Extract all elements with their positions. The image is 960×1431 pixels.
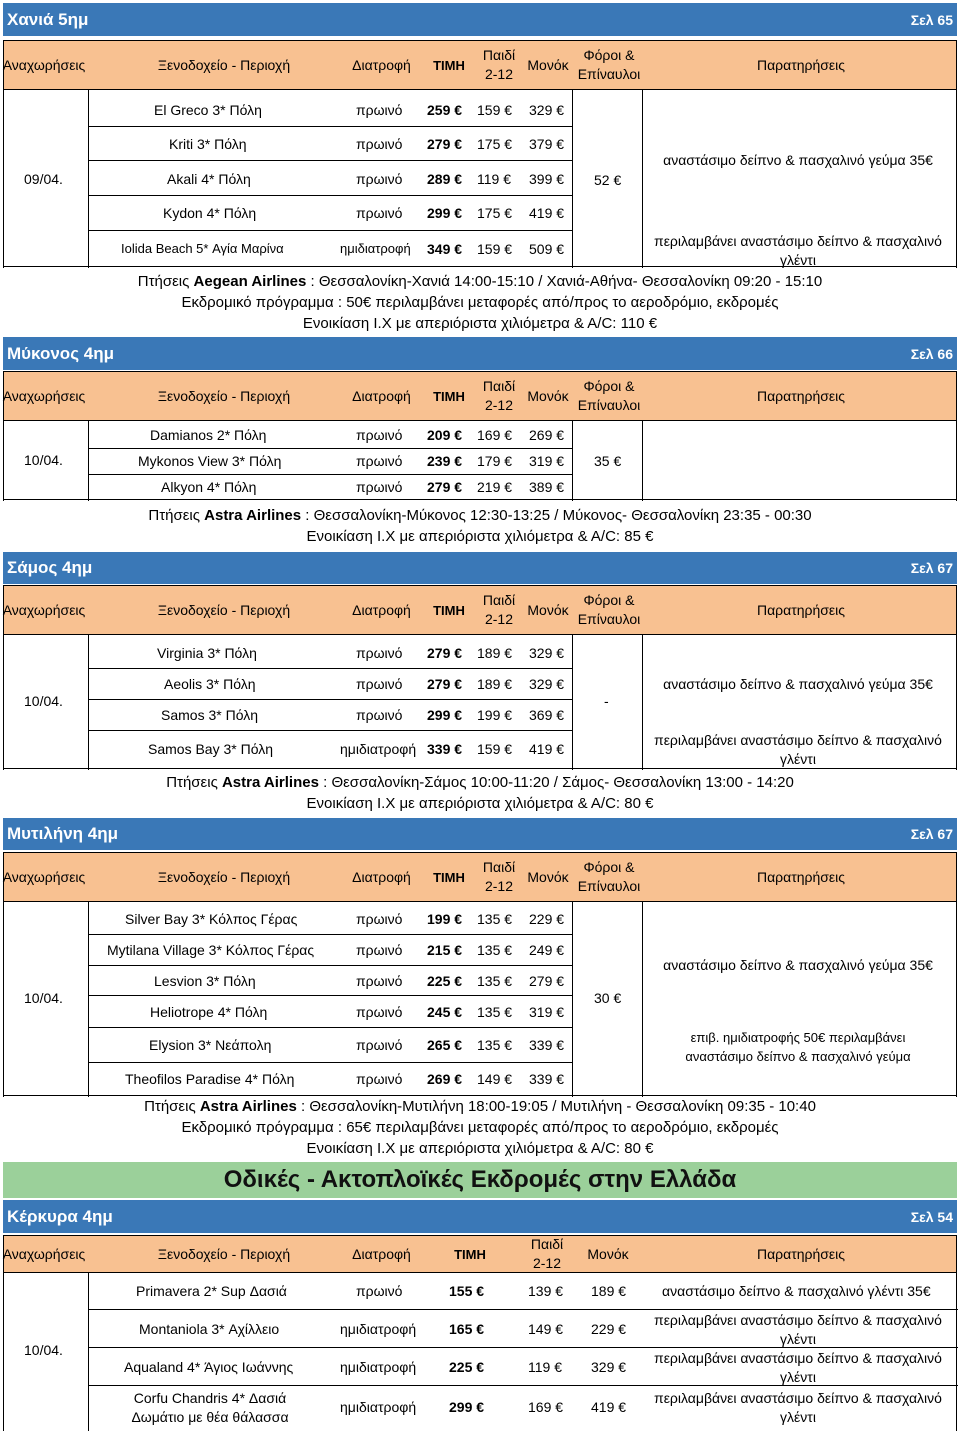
price: 339 € <box>427 741 463 757</box>
single-price: 419 € <box>529 741 565 757</box>
board-type: πρωινό <box>356 973 403 989</box>
hotel-name: Aqualand 4* Άγιος Ιωάννης <box>124 1359 294 1375</box>
hotel-name: Corfu Chandris 4* Δασιά Δωμάτιο με θέα θάλασσα <box>131 1390 289 1425</box>
hotel-name: Primavera 2* Sup Δασιά <box>136 1283 287 1299</box>
page-reference: Σελ 67 <box>910 560 953 576</box>
header-hotel: Ξενοδοχείο - Περιοχή <box>157 601 291 618</box>
child-price: 199 € <box>477 707 513 723</box>
page-reference: Σελ 66 <box>910 345 953 362</box>
price: 279 € <box>427 676 463 692</box>
hotel-name: Iolida Beach 5* Αγία Μαρίνα <box>121 241 284 256</box>
header-notes: Παρατηρήσεις <box>756 601 846 618</box>
price: 279 € <box>427 645 463 661</box>
hotel-name: Silver Bay 3* Κόλπος Γέρας <box>125 911 298 927</box>
note-text: επιβ. ημιδιατροφής 50€ περιλαμβάνει αναστάσιμο δείπνο & πασχαλινό γεύμα <box>685 1030 911 1064</box>
board-type: πρωινό <box>356 479 403 495</box>
single-price: 379 € <box>529 136 565 152</box>
board-type: πρωινό <box>356 171 403 187</box>
price: 299 € <box>427 707 463 723</box>
hotel-name: Kriti 3* Πόλη <box>169 136 247 152</box>
single-price: 319 € <box>529 453 565 469</box>
price: 239 € <box>427 453 463 469</box>
table-header <box>3 852 957 902</box>
board-type: πρωινό <box>356 676 403 692</box>
hotel-name: Alkyon 4* Πόλη <box>161 479 257 495</box>
single-price: 229 € <box>591 1321 627 1337</box>
header-price: ΤΙΜΗ <box>433 602 465 618</box>
child-price: 149 € <box>528 1321 564 1337</box>
board-type: πρωινό <box>356 427 403 443</box>
header-single: Μονόκ <box>527 56 569 73</box>
header-price: ΤΙΜΗ <box>433 388 465 404</box>
departure-date: 10/04. <box>24 452 63 468</box>
note-text: αναστάσιμο δείπνο & πασχαλινό γεύμα 35€ <box>663 957 933 973</box>
note-text: περιλαμβάνει αναστάσιμο δείπνο & πασχαλινό γλέντι <box>654 1390 942 1425</box>
table-header <box>3 371 957 421</box>
child-price: 159 € <box>477 741 513 757</box>
header-single: Μονόκ <box>527 868 569 885</box>
flights-info: Πτήσεις Astra Airlines : Θεσσαλονίκη-Σάμος 10:00-11:20 / Σάμος- Θεσσαλονίκη 13:00 - 14:20 <box>166 774 794 791</box>
header-notes: Παρατηρήσεις <box>756 56 846 73</box>
price: 265 € <box>427 1037 463 1053</box>
child-price: 135 € <box>477 942 513 958</box>
child-price: 139 € <box>528 1283 564 1299</box>
hotel-name: Mykonos View 3* Πόλη <box>138 453 282 469</box>
board-type: πρωινό <box>356 707 403 723</box>
header-price: ΤΙΜΗ <box>454 1246 486 1262</box>
table-header <box>3 1235 957 1273</box>
header-single: Μονόκ <box>587 1245 629 1262</box>
price: 299 € <box>427 205 463 221</box>
header-notes: Παρατηρήσεις <box>756 387 846 404</box>
board-type: πρωινό <box>356 911 403 927</box>
child-price: 135 € <box>477 973 513 989</box>
section-title-bar <box>3 552 957 584</box>
note-text: περιλαμβάνει αναστάσιμο δείπνο & πασχαλινό γλέντι <box>654 732 942 767</box>
hotel-name: Samos Bay 3* Πόλη <box>148 741 274 757</box>
board-type: ημιδιατροφή <box>340 1359 417 1375</box>
single-price: 419 € <box>529 205 565 221</box>
child-price: 135 € <box>477 1037 513 1053</box>
child-price: 175 € <box>477 205 513 221</box>
hotel-name: Damianos 2* Πόλη <box>150 427 267 443</box>
board-type: πρωινό <box>356 453 403 469</box>
child-price: 219 € <box>477 479 513 495</box>
single-price: 329 € <box>529 676 565 692</box>
price: 215 € <box>427 942 463 958</box>
child-price: 119 € <box>528 1359 562 1375</box>
single-price: 399 € <box>529 171 565 187</box>
price: 155 € <box>449 1283 485 1299</box>
price: 279 € <box>427 136 463 152</box>
price: 245 € <box>427 1004 463 1020</box>
hotel-name: Mytilana Village 3* Κόλπος Γέρας <box>107 942 315 958</box>
child-price: 179 € <box>477 453 513 469</box>
header-child: Παιδί 2-12 <box>482 859 516 894</box>
hotel-name: Heliotrope 4* Πόλη <box>150 1004 268 1020</box>
header-departures: Αναχωρήσεις <box>2 387 86 404</box>
section-title: Σάμος 4ημ <box>7 558 93 577</box>
price: 279 € <box>427 479 463 495</box>
hotel-name: Lesvion 3* Πόλη <box>154 973 256 989</box>
single-price: 249 € <box>529 942 565 958</box>
header-taxes: Φόροι & Επίναυλοι <box>577 378 641 413</box>
price: 209 € <box>427 427 463 443</box>
car-rental-info: Ενοικίαση Ι.Χ με απεριόριστα χιλιόμετρα & Α/C: 80 € <box>306 1140 654 1157</box>
header-taxes: Φόροι & Επίναυλοι <box>577 47 641 82</box>
hotel-name: Theofilos Paradise 4* Πόλη <box>125 1071 295 1087</box>
board-type: ημιδιατροφή <box>340 741 417 757</box>
taxes-value: 30 € <box>594 990 622 1006</box>
child-price: 135 € <box>477 911 513 927</box>
single-price: 369 € <box>529 707 565 723</box>
table-header <box>3 40 957 90</box>
header-price: ΤΙΜΗ <box>433 57 465 73</box>
header-board: Διατροφή <box>352 1245 411 1262</box>
taxes-value: 35 € <box>594 453 622 469</box>
hotel-name: Akali 4* Πόλη <box>167 171 251 187</box>
child-price: 175 € <box>477 136 513 152</box>
header-departures: Αναχωρήσεις <box>2 868 86 885</box>
board-type: πρωινό <box>356 645 403 661</box>
price: 289 € <box>427 171 463 187</box>
child-price: 119 € <box>477 171 511 187</box>
header-taxes: Φόροι & Επίναυλοι <box>577 592 641 627</box>
departure-date: 09/04. <box>24 171 63 187</box>
price: 299 € <box>449 1399 485 1415</box>
header-hotel: Ξενοδοχείο - Περιοχή <box>157 387 291 404</box>
excursion-info: Εκδρομικό πρόγραμμα : 50€ περιλαμβάνει μεταφορές από/προς το αεροδρόμιο, εκδρομές <box>181 294 779 311</box>
section-title: Κέρκυρα 4ημ <box>7 1206 113 1226</box>
price: 165 € <box>449 1321 485 1337</box>
header-hotel: Ξενοδοχείο - Περιοχή <box>157 56 291 73</box>
note-text: περιλαμβάνει αναστάσιμο δείπνο & πασχαλινό γλέντι <box>654 233 942 268</box>
hotel-name: Montaniola 3* Αχίλλειο <box>139 1321 280 1337</box>
header-child: Παιδί 2-12 <box>482 592 516 627</box>
flights-info: Πτήσεις Astra Airlines : Θεσσαλονίκη-Μύκονος 12:30-13:25 / Μύκονος- Θεσσαλονίκη 23:35 - 00:30 <box>148 507 812 524</box>
header-board: Διατροφή <box>352 601 411 618</box>
single-price: 509 € <box>529 241 565 257</box>
car-rental-info: Ενοικίαση Ι.Χ με απεριόριστα χιλιόμετρα & Α/C: 85 € <box>306 528 654 545</box>
note-text: περιλαμβάνει αναστάσιμο δείπνο & πασχαλινό γλέντι <box>654 1312 942 1347</box>
board-type: πρωινό <box>356 1283 403 1299</box>
board-type: ημιδιατροφή <box>340 1321 417 1337</box>
taxes-value: - <box>604 693 609 709</box>
header-board: Διατροφή <box>352 868 411 885</box>
header-price: ΤΙΜΗ <box>433 869 465 885</box>
taxes-value: 52 € <box>594 172 622 188</box>
single-price: 269 € <box>529 427 565 443</box>
header-child: Παιδί 2-12 <box>482 47 516 82</box>
excursion-info: Εκδρομικό πρόγραμμα : 65€ περιλαμβάνει μεταφορές από/προς το αεροδρόμιο, εκδρομές <box>181 1119 779 1136</box>
departure-date: 10/04. <box>24 990 63 1006</box>
section-title-bar <box>3 337 957 370</box>
header-departures: Αναχωρήσεις <box>2 56 86 73</box>
header-notes: Παρατηρήσεις <box>756 868 846 885</box>
price: 259 € <box>427 102 463 118</box>
header-board: Διατροφή <box>352 387 411 404</box>
section-title: Μυτιλήνη 4ημ <box>7 824 119 843</box>
hotel-name: El Greco 3* Πόλη <box>154 102 262 118</box>
header-hotel: Ξενοδοχείο - Περιοχή <box>157 1245 291 1262</box>
board-type: ημιδιατροφή <box>340 1399 417 1415</box>
child-price: 149 € <box>477 1071 513 1087</box>
price: 225 € <box>449 1359 485 1375</box>
header-single: Μονόκ <box>527 387 569 404</box>
child-price: 159 € <box>477 241 513 257</box>
single-price: 319 € <box>529 1004 565 1020</box>
header-departures: Αναχωρήσεις <box>2 1245 86 1262</box>
board-type: πρωινό <box>356 102 403 118</box>
child-price: 189 € <box>477 676 513 692</box>
single-price: 329 € <box>591 1359 627 1375</box>
departure-date: 10/04. <box>24 693 63 709</box>
header-board: Διατροφή <box>352 56 411 73</box>
price: 349 € <box>427 241 463 257</box>
price: 269 € <box>427 1071 463 1087</box>
hotel-name: Kydon 4* Πόλη <box>163 205 257 221</box>
price: 225 € <box>427 973 463 989</box>
child-price: 169 € <box>528 1399 564 1415</box>
car-rental-info: Ενοικίαση Ι.Χ με απεριόριστα χιλιόμετρα & Α/C: 110 € <box>302 315 658 332</box>
child-price: 159 € <box>477 102 513 118</box>
car-rental-info: Ενοικίαση Ι.Χ με απεριόριστα χιλιόμετρα & Α/C: 80 € <box>306 795 654 812</box>
section-title-bar <box>3 818 957 850</box>
header-single: Μονόκ <box>527 601 569 618</box>
table-header <box>3 585 957 635</box>
header-taxes: Φόροι & Επίναυλοι <box>577 859 641 894</box>
category-banner: Οδικές - Ακτοπλοϊκές Εκδρομές στην Ελλάδα <box>3 1162 957 1198</box>
board-type: πρωινό <box>356 1004 403 1020</box>
board-type: πρωινό <box>356 1037 403 1053</box>
hotel-name: Samos 3* Πόλη <box>161 707 259 723</box>
section-title-bar <box>3 1200 957 1233</box>
flights-info: Πτήσεις Astra Airlines : Θεσσαλονίκη-Μυτιλήνη 18:00-19:05 / Μυτιλήνη - Θεσσαλονίκη 09:35 - 10:40 <box>144 1098 816 1115</box>
board-type: ημιδιατροφή <box>340 241 411 256</box>
child-price: 169 € <box>477 427 513 443</box>
header-departures: Αναχωρήσεις <box>2 601 86 618</box>
flights-info: Πτήσεις Aegean Airlines : Θεσσαλονίκη-Χανιά 14:00-15:10 / Χανιά-Αθήνα- Θεσσαλονίκη 09:20 - 15:10 <box>137 273 823 290</box>
page-reference: Σελ 65 <box>910 11 953 28</box>
page-reference: Σελ 67 <box>910 826 953 842</box>
single-price: 189 € <box>591 1283 627 1299</box>
single-price: 329 € <box>529 645 565 661</box>
child-price: 189 € <box>477 645 513 661</box>
header-notes: Παρατηρήσεις <box>756 1245 846 1262</box>
page-reference: Σελ 54 <box>910 1208 953 1225</box>
single-price: 419 € <box>591 1399 627 1415</box>
note-text: αναστάσιμο δείπνο & πασχαλινό γλέντι 35€ <box>662 1283 931 1299</box>
single-price: 229 € <box>529 911 565 927</box>
board-type: πρωινό <box>356 1071 403 1087</box>
board-type: πρωινό <box>356 136 403 152</box>
single-price: 329 € <box>529 102 565 118</box>
header-child: Παιδί 2-12 <box>482 378 516 413</box>
child-price: 135 € <box>477 1004 513 1020</box>
single-price: 339 € <box>529 1037 565 1053</box>
hotel-name: Elysion 3* Νεάπολη <box>149 1037 272 1053</box>
hotel-table <box>3 902 957 1097</box>
note-text: αναστάσιμο δείπνο & πασχαλινό γεύμα 35€ <box>663 676 933 692</box>
note-text: περιλαμβάνει αναστάσιμο δείπνο & πασχαλινό γλέντι <box>654 1350 942 1385</box>
hotel-name: Virginia 3* Πόλη <box>157 645 257 661</box>
single-price: 339 € <box>529 1071 565 1087</box>
section-title: Χανιά 5ημ <box>7 9 89 29</box>
single-price: 389 € <box>529 479 565 495</box>
note-text: αναστάσιμο δείπνο & πασχαλινό γεύμα 35€ <box>663 152 933 168</box>
departure-date: 10/04. <box>24 1342 63 1358</box>
board-type: πρωινό <box>356 942 403 958</box>
board-type: πρωινό <box>356 205 403 221</box>
section-title: Μύκονος 4ημ <box>7 343 114 363</box>
single-price: 279 € <box>529 973 565 989</box>
section-title-bar <box>3 3 957 36</box>
price: 199 € <box>427 911 463 927</box>
header-hotel: Ξενοδοχείο - Περιοχή <box>157 868 291 885</box>
hotel-name: Aeolis 3* Πόλη <box>164 676 256 692</box>
header-child: Παιδί 2-12 <box>530 1236 564 1271</box>
